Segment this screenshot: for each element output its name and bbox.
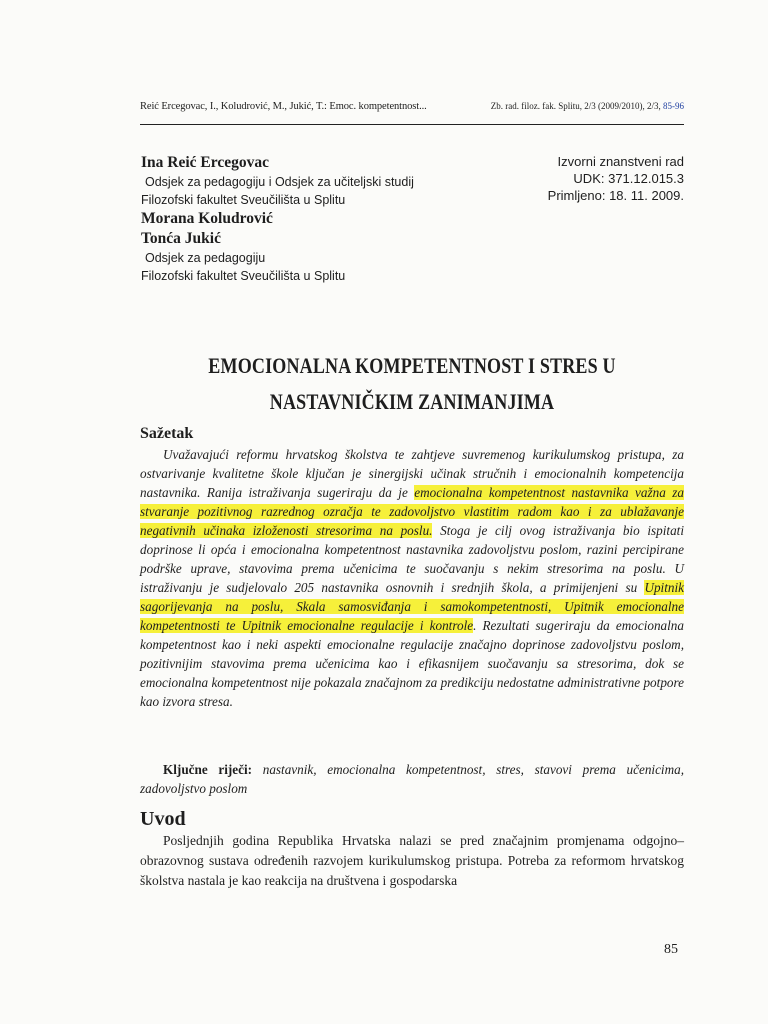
running-header	[140, 101, 684, 117]
author-name-2: Morana Koludrović	[141, 210, 273, 227]
affiliation-1-department: Odsjek za pedagogiju i Odsjek za učiteljski studij	[145, 175, 414, 189]
abstract-text-3: . Rezultati sugeriraju da emocionalna kompetentnost kao i neki aspekti emocionalne regulacije značajno doprinose zadovoljstvu poslom, pozitivnijim stavovima prema učenicima kao i efikasnijem suočavanju sa stresorima, dok se emocionalna kompetentnost nije pokazala značajnom za predikciju nedostatne administrativne potpore kao izvora stresa.	[140, 618, 684, 709]
journal-citation: Zb. rad. filoz. fak. Splitu, 2/3 (2009/2010), 2/3,	[490, 101, 663, 111]
abstract	[140, 445, 684, 711]
article-meta	[548, 153, 684, 204]
abstract-text-2: Stoga je cilj ovog istraživanja bio ispitati doprinose li opća i emocionalna kompetentnost nastavnika zadovoljstvu poslom, razini percipirane podrške uprave, stavovima prema učenicima te suočavanju s nekim stresorima na poslu. U istraživanju je sudjelovalo 205 nastavnika osnovnih i srednjih škola, a primijenjeni su	[140, 523, 684, 595]
running-header-authors: Reić Ercegovac, I., Koludrović, M., Jukić, T.: Emoc. kompetentnost...	[140, 101, 427, 112]
author-name-1: Ina Reić Ercegovac	[141, 154, 269, 171]
running-header-journal	[491, 101, 684, 111]
affiliation-2-department: Odsjek za pedagogiju	[145, 251, 266, 265]
abstract-text-1: Uvažavajući reformu hrvatskog školstva te zahtjeve suvremenog kurikulumskog pristupa, za ostvarivanje kvalitetne škole ključan je sinergijski učinak stručnih i emocionalnih kompetencija nastavnika. Ranija istraživanja sugeriraju da je	[140, 447, 684, 500]
page-number: 85	[664, 942, 678, 957]
section-heading-intro: Uvod	[140, 808, 186, 830]
intro-body	[140, 831, 684, 891]
affiliation-1-faculty: Filozofski fakultet Sveučilišta u Splitu	[141, 193, 346, 207]
keywords	[140, 760, 684, 798]
author-block	[141, 153, 481, 285]
paper-title	[189, 348, 635, 420]
keywords-text: nastavnik, emocionalna kompetentnost, stres, stavovi prema učenicima, zadovoljstvo poslom	[140, 762, 685, 796]
abstract-heading: Sažetak	[140, 425, 194, 442]
title-line-2: NASTAVNIČKIM ZANIMANJIMA	[269, 389, 555, 414]
abstract-paragraph	[140, 445, 684, 711]
title-line-1: EMOCIONALNA KOMPETENTNOST I STRES U	[208, 353, 616, 378]
intro-paragraph: Posljednjih godina Republika Hrvatska nalazi se pred značajnim promjenama odgojno–obrazovnog sustava određenih razvojem kurikulumskog pristupa. Potreba za reformom hrvatskog školstva nastala je kao reakcija na društvena i gospodarska	[140, 833, 684, 888]
article-type: Izvorni znanstveni rad	[557, 154, 684, 169]
abstract-highlight-2: Upitnik sagorijevanja na poslu, Skala samosviđanja i samokompetentnosti, Upitnik emocionalne kompetentnosti te Upitnik emocionalne regulacije i kontrole	[140, 580, 684, 633]
page-range: 85-96	[663, 101, 684, 111]
abstract-highlight-1: emocionalna kompetentnost nastavnika važna za stvaranje pozitivnog razrednog ozračja te zadovoljstvo vlastitim radom kao i za ublažavanje negativnih učinaka izloženosti stresorima na poslu.	[140, 485, 684, 538]
udk-code: UDK: 371.12.015.3	[573, 171, 684, 186]
keywords-label: Ključne riječi:	[163, 762, 253, 777]
header-rule	[140, 124, 684, 125]
keywords-paragraph	[140, 760, 684, 798]
affiliation-2-faculty: Filozofski fakultet Sveučilišta u Splitu	[141, 269, 346, 283]
received-date: Primljeno: 18. 11. 2009.	[547, 188, 684, 203]
author-name-3: Tonća Jukić	[141, 230, 221, 247]
